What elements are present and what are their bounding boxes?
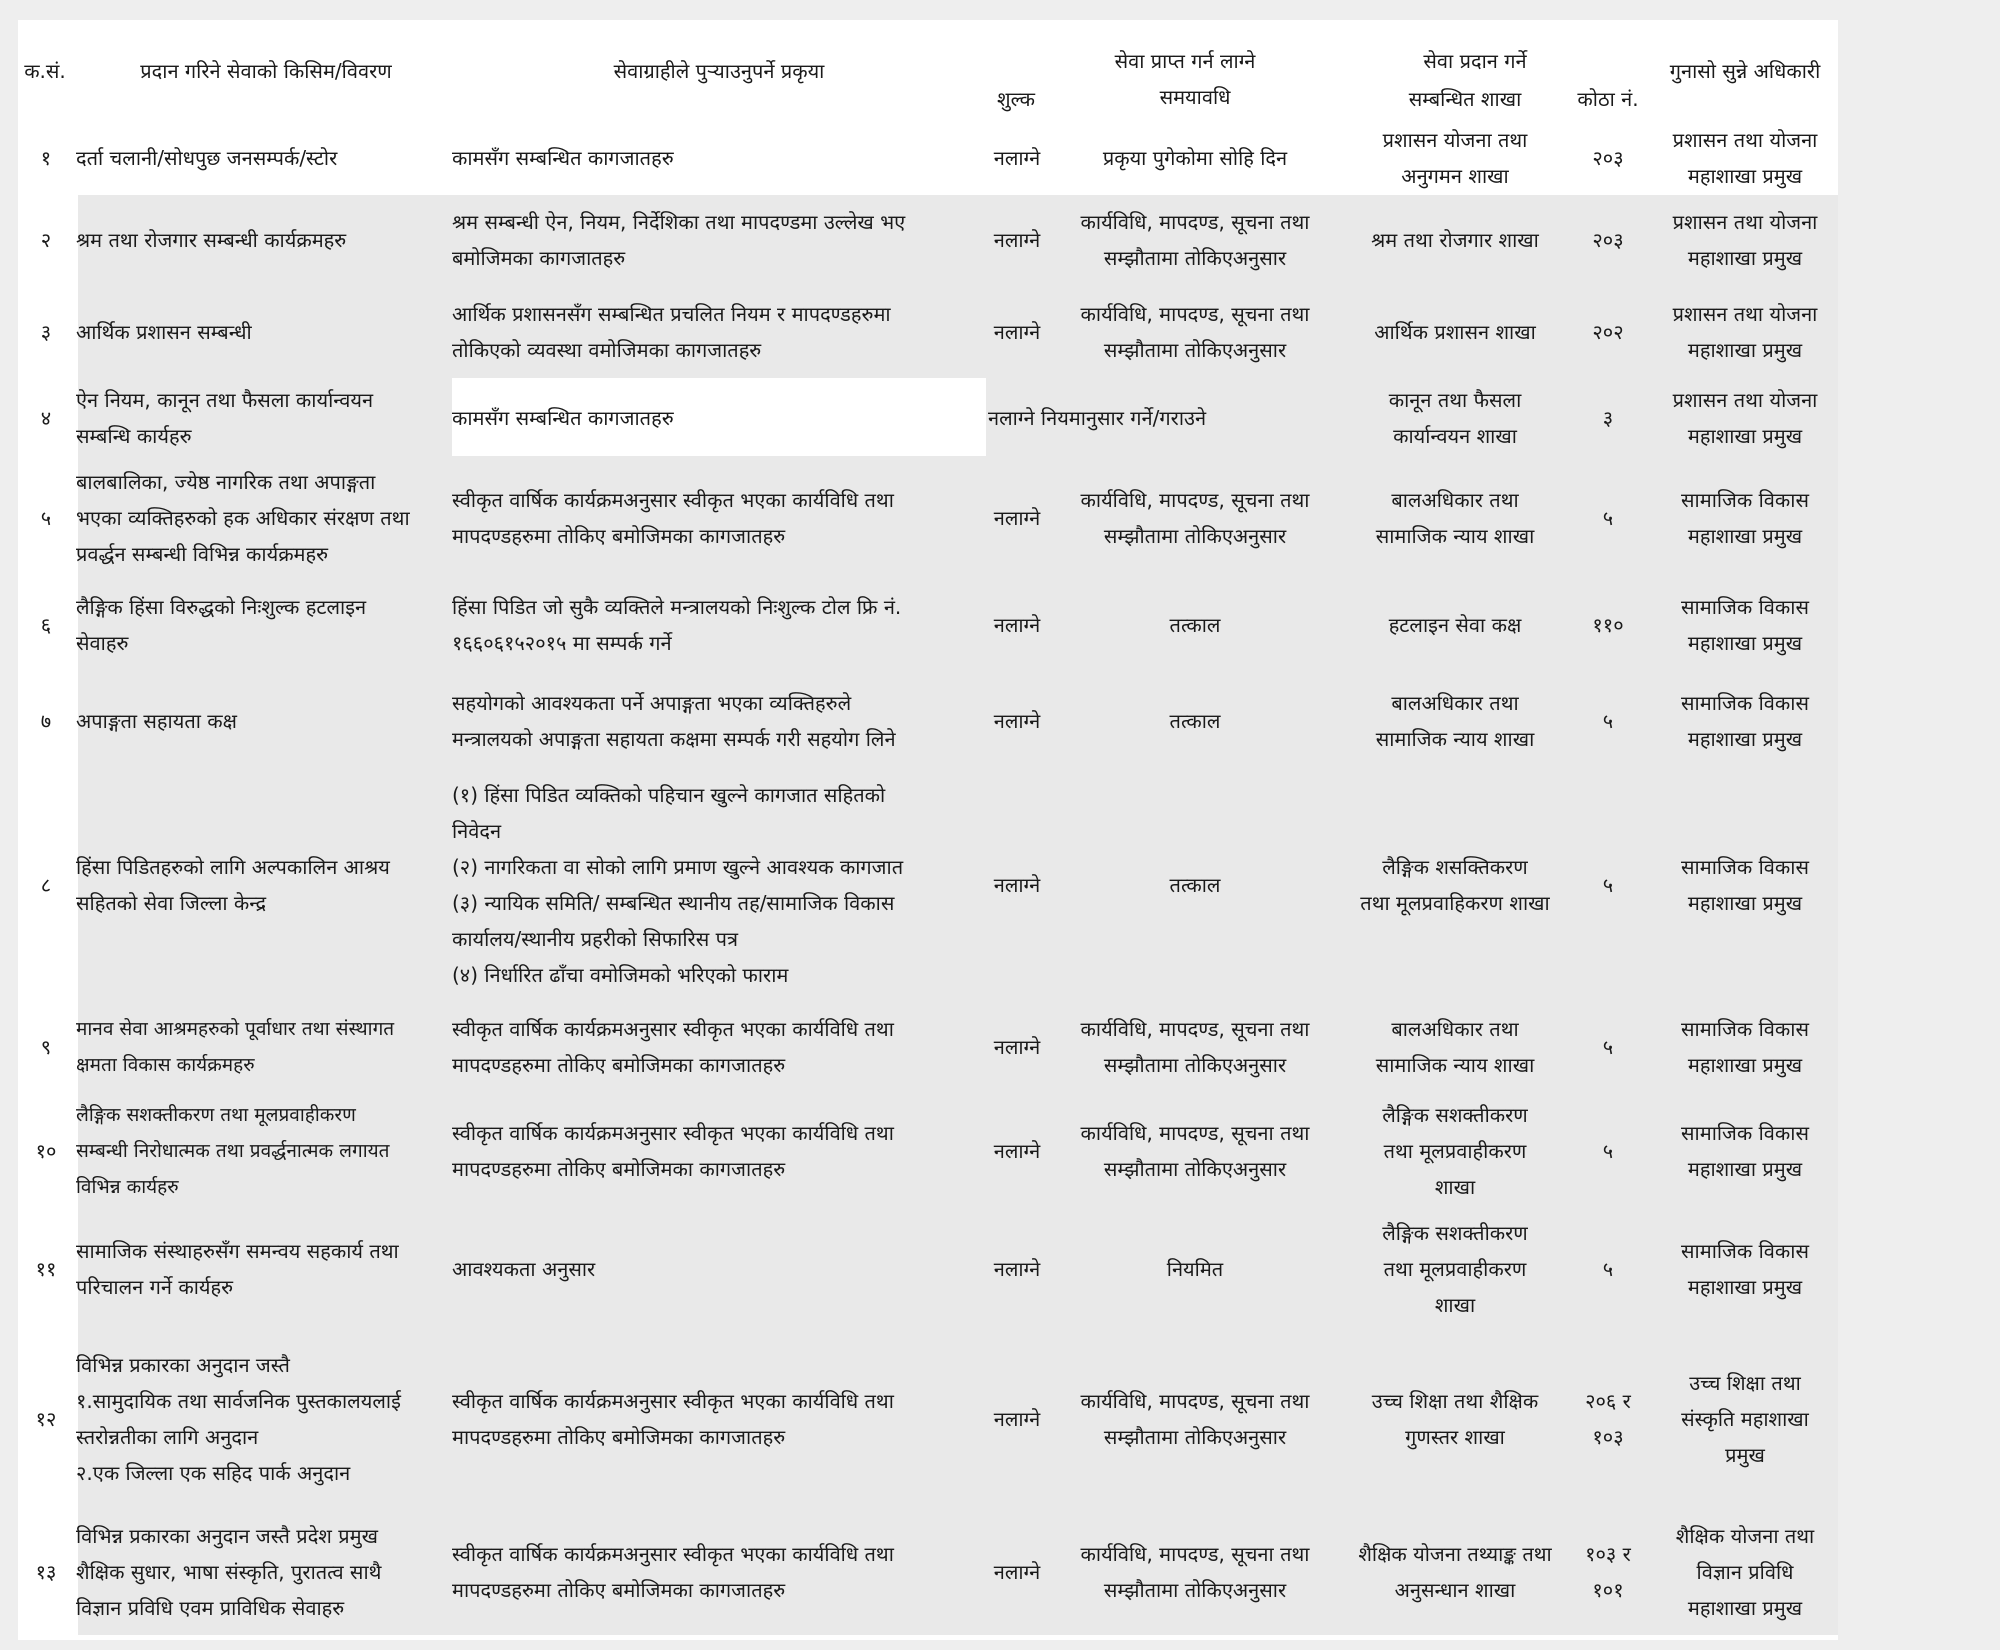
header-duration: समयावधि	[1159, 85, 1231, 109]
row-4-room: ३	[1602, 406, 1614, 430]
row-8-officer: सामाजिक विकास महाशाखा प्रमुख	[1681, 855, 1809, 915]
row-7-room: ५	[1602, 709, 1614, 733]
row-8-process: (१) हिंसा पिडित व्यक्तिको पहिचान खुल्ने कागजात सहितको निवेदन (२) नागरिकता वा सोको लागि प्रमाण खुल्ने आवश्यक कागजात (३) न्यायिक समिति/ सम्बन्धित स्थानीय तह/सामाजिक विकास कार्यालय/स्थानीय प्रहरीको सिफारिस पत्र (४) निर्धारित ढाँचा वमोजिमको भरिएको फाराम	[452, 783, 904, 987]
row-1-service: दर्ता चलानी/सोधपुछ जनसम्पर्क/स्टोर	[76, 146, 338, 170]
row-1-duration: प्रकृया पुगेकोमा सोहि दिन	[1102, 146, 1288, 170]
row-4-sn: ४	[40, 406, 52, 430]
row-5-officer: सामाजिक विकास महाशाखा प्रमुख	[1681, 487, 1809, 548]
row-3-room: २०२	[1592, 319, 1624, 344]
row-10-duration: कार्यविधि, मापदण्ड, सूचना तथा सम्झौतामा तोकिएअनुसार	[1080, 1120, 1310, 1181]
row-8-duration: तत्काल	[1169, 873, 1221, 897]
header-service-description: प्रदान गरिने सेवाको किसिम/विवरण	[140, 59, 392, 83]
row-7-duration: तत्काल	[1169, 709, 1221, 733]
row-12-service: विभिन्न प्रकारका अनुदान जस्तै १.सामुदायिक तथा सार्वजनिक पुस्तकालयलाई स्तरोन्नतीका लागि अनुदान २.एक जिल्ला एक सहिद पार्क अनुदान	[76, 1353, 401, 1485]
row-8-sn: ८	[40, 873, 52, 897]
row-12-fee: नलाग्ने	[993, 1407, 1041, 1431]
row-6-fee: नलाग्ने	[993, 612, 1041, 637]
header-grievance-officer: गुनासो सुन्ने अधिकारी	[1669, 59, 1821, 83]
row-1-officer: प्रशासन तथा योजना महाशाखा प्रमुख	[1672, 128, 1818, 188]
row-6-branch: हटलाइन सेवा कक्ष	[1388, 612, 1522, 637]
row-5-service: बालबालिका, ज्येष्ठ नागरिक तथा अपाङ्गता भएका व्यक्तिहरुको हक अधिकार संरक्षण तथा प्रवर्द्धन सम्बन्धी विभिन्न कार्यक्रमहरु	[76, 469, 410, 566]
row-10-branch: लैङ्गिक सशक्तीकरण तथा मूलप्रवाहीकरण शाखा	[1382, 1102, 1528, 1199]
row-9-officer: सामाजिक विकास महाशाखा प्रमुख	[1681, 1016, 1809, 1077]
row-3-branch: आर्थिक प्रशासन शाखा	[1374, 319, 1536, 344]
row-8-service: हिंसा पिडितहरुको लागि अल्पकालिन आश्रय सहितको सेवा जिल्ला केन्द्र	[76, 855, 390, 915]
row-13-sn: १३	[35, 1560, 57, 1584]
row-13-officer: शैक्षिक योजना तथा विज्ञान प्रविधि महाशाखा प्रमुख	[1675, 1524, 1815, 1620]
row-2-duration: कार्यविधि, मापदण्ड, सूचना तथा सम्झौतामा तोकिएअनुसार	[1080, 210, 1310, 270]
row-9-room: ५	[1602, 1034, 1614, 1059]
row-5-fee: नलाग्ने	[993, 505, 1041, 530]
header-fee: शुल्क	[997, 87, 1035, 111]
header-branch: सम्बन्धित शाखा	[1408, 87, 1522, 111]
row-7-branch: बालअधिकार तथा सामाजिक न्याय शाखा	[1375, 691, 1535, 751]
row-8-branch: लैङ्गिक शसक्तिकरण तथा मूलप्रवाहिकरण शाखा	[1360, 855, 1550, 915]
row-4-service: ऐन नियम, कानून तथा फैसला कार्यान्वयन सम्बन्धि कार्यहरु	[76, 388, 374, 448]
row-10-service: लैङ्गिक सशक्तीकरण तथा मूलप्रवाहीकरण सम्बन्धी निरोधात्मक तथा प्रवर्द्धनात्मक लगायत विभिन्न कार्यहरु	[76, 1103, 390, 1198]
row-7-officer: सामाजिक विकास महाशाखा प्रमुख	[1681, 691, 1809, 751]
row-12-officer: उच्च शिक्षा तथा संस्कृति महाशाखा प्रमुख	[1681, 1371, 1809, 1467]
row-10-process: स्वीकृत वार्षिक कार्यक्रमअनुसार स्वीकृत भएका कार्यविधि तथा मापदण्डहरुमा तोकिए बमोजिमका कागजातहरु	[452, 1120, 894, 1181]
row-10-officer: सामाजिक विकास महाशाखा प्रमुख	[1681, 1120, 1809, 1181]
row-1-process: कामसँग सम्बन्धित कागजातहरु	[452, 146, 674, 170]
row-9-duration: कार्यविधि, मापदण्ड, सूचना तथा सम्झौतामा तोकिएअनुसार	[1080, 1016, 1310, 1077]
row-12-branch: उच्च शिक्षा तथा शैक्षिक गुणस्तर शाखा	[1371, 1389, 1539, 1449]
row-7-sn: ७	[40, 709, 52, 733]
row-13-room: १०३ र १०१	[1585, 1542, 1631, 1602]
row-6-officer: सामाजिक विकास महाशाखा प्रमुख	[1681, 594, 1809, 655]
header-provider-group: सेवा प्रदान गर्ने	[1423, 49, 1527, 73]
row-11-process: आवश्यकता अनुसार	[452, 1257, 596, 1281]
row-11-service: सामाजिक संस्थाहरुसँग समन्वय सहकार्य तथा परिचालन गर्ने कार्यहरु	[76, 1239, 399, 1299]
header-requirement-group: सेवा प्राप्त गर्न लाग्ने	[1114, 49, 1256, 73]
row-11-fee: नलाग्ने	[993, 1257, 1041, 1281]
header-process: सेवाग्राहीले पुऱ्याउनुपर्ने प्रकृया	[613, 59, 825, 83]
row-8-room: ५	[1602, 873, 1614, 897]
row-12-room: २०६ र १०३	[1585, 1389, 1631, 1449]
row-5-duration: कार्यविधि, मापदण्ड, सूचना तथा सम्झौतामा तोकिएअनुसार	[1080, 487, 1310, 548]
row-6-process: हिंसा पिडित जो सुकै व्यक्तिले मन्त्रालयको निःशुल्क टोल फ्रि नं. १६६०६१५२०१५ मा सम्पर्क गर्ने	[452, 594, 902, 655]
row-3-sn: ३	[40, 319, 52, 344]
row-12-sn: १२	[35, 1407, 57, 1431]
row-4-officer: प्रशासन तथा योजना महाशाखा प्रमुख	[1672, 388, 1818, 448]
row-10-room: ५	[1602, 1138, 1614, 1163]
row-7-process: सहयोगको आवश्यकता पर्ने अपाङ्गता भएका व्यक्तिहरुले मन्त्रालयको अपाङ्गता सहायता कक्षमा सम्पर्क गरी सहयोग लिने	[452, 691, 896, 751]
row-2-room: २०३	[1592, 228, 1624, 252]
row-13-process: स्वीकृत वार्षिक कार्यक्रमअनुसार स्वीकृत भएका कार्यविधि तथा मापदण्डहरुमा तोकिए बमोजिमका कागजातहरु	[452, 1542, 894, 1602]
row-11-room: ५	[1602, 1257, 1614, 1281]
row-4-process: कामसँग सम्बन्धित कागजातहरु	[452, 406, 674, 430]
row-3-process: आर्थिक प्रशासनसँग सम्बन्धित प्रचलित नियम र मापदण्डहरुमा तोकिएको व्यवस्था वमोजिमका कागजातहरु	[452, 301, 891, 362]
row-7-fee: नलाग्ने	[993, 709, 1041, 733]
row-10-fee: नलाग्ने	[993, 1138, 1041, 1163]
row-9-sn: ९	[40, 1034, 52, 1059]
row-6-service: लैङ्गिक हिंसा विरुद्धको निःशुल्क हटलाइन सेवाहरु	[76, 594, 367, 655]
row-1-room: २०३	[1592, 146, 1624, 170]
row-12-process: स्वीकृत वार्षिक कार्यक्रमअनुसार स्वीकृत भएका कार्यविधि तथा मापदण्डहरुमा तोकिए बमोजिमका कागजातहरु	[452, 1389, 894, 1449]
row-6-room: ११०	[1592, 612, 1624, 637]
row-13-service: विभिन्न प्रकारका अनुदान जस्तै प्रदेश प्रमुख शैक्षिक सुधार, भाषा संस्कृति, पुरातत्व साथै विज्ञान प्रविधि एवम प्राविधिक सेवाहरु	[76, 1524, 382, 1620]
row-5-process: स्वीकृत वार्षिक कार्यक्रमअनुसार स्वीकृत भएका कार्यविधि तथा मापदण्डहरुमा तोकिए बमोजिमका कागजातहरु	[452, 487, 894, 548]
row-11-branch: लैङ्गिक सशक्तीकरण तथा मूलप्रवाहीकरण शाखा	[1382, 1221, 1528, 1317]
row-3-service: आर्थिक प्रशासन सम्बन्धी	[76, 319, 252, 344]
row-1-branch: प्रशासन योजना तथा अनुगमन शाखा	[1382, 128, 1528, 188]
row-4-branch: कानून तथा फैसला कार्यान्वयन शाखा	[1388, 388, 1522, 448]
row-1-fee: नलाग्ने	[993, 146, 1041, 170]
row-12-duration: कार्यविधि, मापदण्ड, सूचना तथा सम्झौतामा तोकिएअनुसार	[1080, 1389, 1310, 1449]
row-9-process: स्वीकृत वार्षिक कार्यक्रमअनुसार स्वीकृत भएका कार्यविधि तथा मापदण्डहरुमा तोकिए बमोजिमका कागजातहरु	[452, 1016, 894, 1077]
row-2-process: श्रम सम्बन्धी ऐन, नियम, निर्देशिका तथा मापदण्डमा उल्लेख भए बमोजिमका कागजातहरु	[452, 210, 906, 270]
header-room-number: कोठा नं.	[1577, 87, 1639, 111]
row-5-room: ५	[1602, 505, 1614, 530]
row-1-sn: १	[40, 146, 52, 170]
row-6-duration: तत्काल	[1169, 612, 1221, 637]
row-2-sn: २	[40, 228, 52, 252]
row-11-sn: ११	[35, 1257, 57, 1281]
row-2-fee: नलाग्ने	[993, 228, 1041, 252]
row-3-duration: कार्यविधि, मापदण्ड, सूचना तथा सम्झौतामा तोकिएअनुसार	[1080, 301, 1310, 362]
row-9-fee: नलाग्ने	[993, 1034, 1041, 1059]
row-6-sn: ६	[40, 612, 52, 637]
row-9-service: मानव सेवा आश्रमहरुको पूर्वाधार तथा संस्थागत क्षमता विकास कार्यक्रमहरु	[76, 1017, 395, 1076]
row-10-sn: १०	[35, 1138, 57, 1163]
row-9-branch: बालअधिकार तथा सामाजिक न्याय शाखा	[1375, 1016, 1535, 1077]
row-11-officer: सामाजिक विकास महाशाखा प्रमुख	[1681, 1239, 1809, 1299]
row-2-officer: प्रशासन तथा योजना महाशाखा प्रमुख	[1672, 210, 1818, 270]
header-serial-number: क.सं.	[24, 59, 66, 83]
row-5-sn: ५	[40, 505, 52, 530]
row-4-fee-duration: नलाग्ने नियमानुसार गर्ने/गराउने	[988, 406, 1207, 430]
row-5-branch: बालअधिकार तथा सामाजिक न्याय शाखा	[1375, 487, 1535, 548]
row-3-fee: नलाग्ने	[993, 319, 1041, 344]
row-13-branch: शैक्षिक योजना तथ्याङ्क तथा अनुसन्धान शाखा	[1358, 1542, 1552, 1602]
row-13-duration: कार्यविधि, मापदण्ड, सूचना तथा सम्झौतामा तोकिएअनुसार	[1080, 1542, 1310, 1602]
row-2-service: श्रम तथा रोजगार सम्बन्धी कार्यक्रमहरु	[76, 228, 347, 252]
row-13-fee: नलाग्ने	[993, 1560, 1041, 1584]
row-3-officer: प्रशासन तथा योजना महाशाखा प्रमुख	[1672, 301, 1818, 362]
row-8-fee: नलाग्ने	[993, 873, 1041, 897]
row-7-service: अपाङ्गता सहायता कक्ष	[76, 709, 237, 733]
row-11-duration: नियमित	[1166, 1257, 1224, 1281]
row-2-branch: श्रम तथा रोजगार शाखा	[1371, 228, 1539, 252]
